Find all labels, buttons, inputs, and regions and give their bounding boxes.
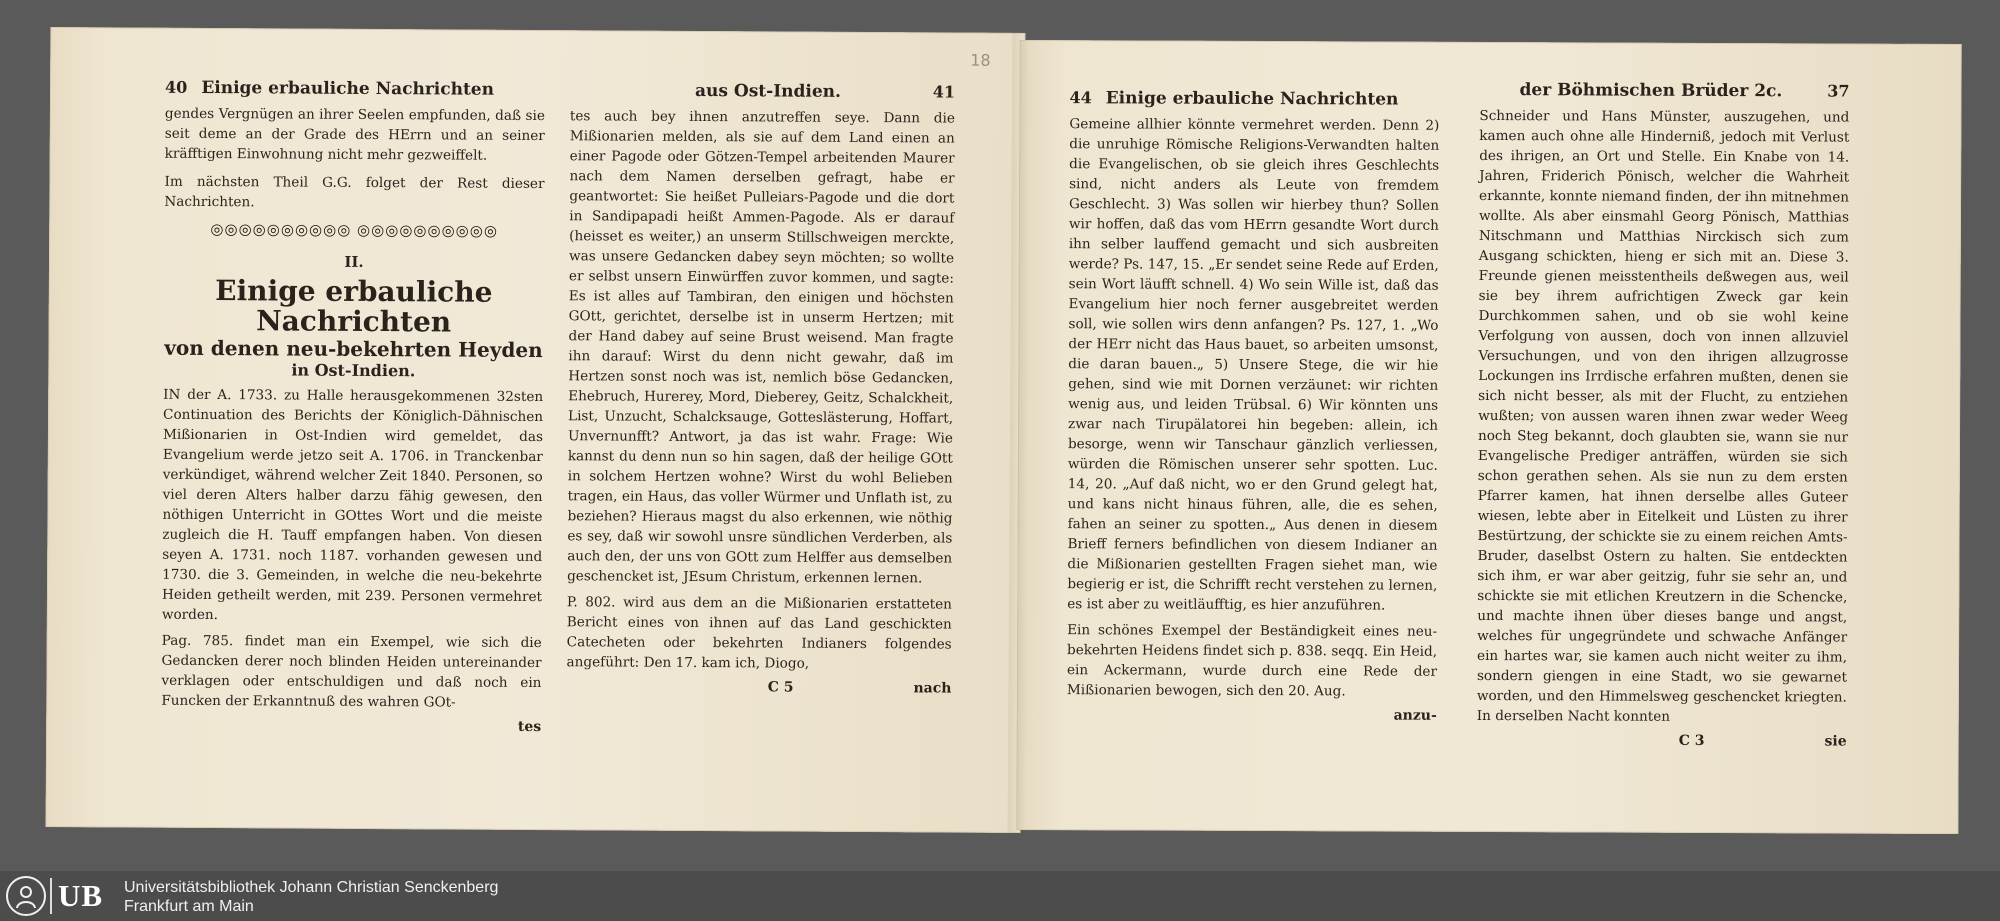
paragraph: Gemeine allhier könnte vermehret werden. Denn 2) die unruhige Römische Religions-Verwandten halten die Evangelischen, ob sie gleich ihres Geschlechts sind, nicht anders als Leute von fremdem Geschlecht. 3) Was sollen wir hierbey thun? Sollen wir hoffen, daß das vom HErrn gesandte Wort durch ihn selber lauffend gemacht und sich ausbreiten werde? Ps. 147, 15. „Er sendet seine Rede auf Erden, sein Wort läufft schnell. 4) Wo sein Wille ist, daß das Evangelium hier noch ferner ausgebreitet werden soll, wie sollen wirs denn anfangen? Ps. 127, 1. „Wo der HErr nicht das Haus bauet, so arbeiten umsonst, die daran bauen.„ 5) Unsere Stege, die wir hie gehen, sind wie mit Dornen verzäunet: wir richten wenig aus, und leiden Trübsal. 6) Wir könnten uns zwar nach Tirupälatorei hin begeben: allein, ich besorge, wenn wir Tanschaur gänzlich verliessen, würden die Römischen unserer sehr spotten. Luc. 14, 20. „Auf daß nicht, wo er den Grund gelegt hat, und kans nicht hinaus führen, alle, die es sehen, fahen an seiner zu spotten.„ Aus denen in diesem Brieff ferners befindlichen von diesem Indianer an die Mißionarien gestellten Fragen siehet man, wie begierig er ist, die Schrifft recht verstehen zu lernen, es ist aber zu weitläufftig, es hier anzuführen. xyxy=(1067,116,1440,614)
running-header xyxy=(1479,80,1849,102)
paragraph: Schneider und Hans Münster, auszugehen, und kamen auch ohne alle Hinderniß, jedoch mit Verlust des ihrigen, an Ort und Stelle. Ein Knabe von 14. Jahren, Friderich Pönisch, welcher die Wahrheit erkannte, konnte niemand finden, der ihn mitnehmen wollte. Als aber einsmahl Georg Pönisch, Matthias Nitschmann und Matthias Nirckisch sich zum Ausgang schickten, hieng er sich mit an. Diese 3. Freunde gienen meisstentheils deßwegen aus, weil sie bey ihrem aufrichtigen Zweck gar kein Durchkommen sahen, und ob sie wohl keine Verfolgung von aussen, doch von innen allzuviel Versuchungen, und von den ihrigen allzugrosse Lockungen ins Irrdische erfahren mußten, denen sie sich nicht besser, als mit der Flucht, zu entziehen wußten; von aussen waren ihnen zwar weder Weeg noch Steg bekannt, doch glaubten sie, wann sie nur Evangelische Prediger anträffen, würden sie sich schon gerathen sehen. Als sie nun zu dem ersten Pfarrer kamen, hat ihnen derselbe alles Guteer wiesen, lebte aber in Eitelkeit und Lüsten zu ihrer Bestürtzung, der schickte sie zu einem reichen Amts-Bruder, daselbst Ostern zu halten. Sie entdeckten sich ihm, er war aber geitzig, fuhr sie sehr an, und schickte sie mit etlichen Kreutzern in die Schencke, und machte ihnen über dieses bange und angst, welches für ungegründete und schwache Anfänger ein hartes war, sie kamen auch nicht weiter zu ihm, sondern giengen in eine Stadt, wo sie gewarnet worden, und den Himmelsweg geschencket kriegten. In derselben Nacht konnten xyxy=(1476,107,1850,725)
section-number: II. xyxy=(344,252,364,271)
page-footer xyxy=(161,717,541,735)
chapter-title: Einige erbauliche Nachrichten xyxy=(215,274,493,339)
library-name xyxy=(124,878,498,916)
running-header xyxy=(570,80,955,102)
signature-mark: C 3 xyxy=(1678,732,1705,749)
page-footer xyxy=(566,678,951,696)
chapter-place: in Ost-Indien. xyxy=(291,360,416,381)
paragraph: IN der A. 1733. zu Halle herausgekommenen 32sten Continuation des Berichts der Königlich-Dähnischen Mißionarien in Ost-Indien wird gemeldet, das Evangelium werde jetzo seit A. 1706. in Tranckenbar verkündiget, während welcher Zeit 1840. Personen, so viel deren Alters halber darzu fähig gewesen, den nöthigen Unterricht in GOttes Wort und die meiste zugleich die H. Tauff empfangen haben. Von diesen seyen A. 1731. noch 1187. vorhanden gewesen und 1730. die 3. Gemeinden, in welche die neu-bekehrte Heiden getheilt werden, mit 239. Personen vermehret worden. xyxy=(161,386,544,624)
page-number: 41 xyxy=(932,82,956,102)
paragraph: Ein schönes Exempel der Beständigkeit eines neu-bekehrten Heidens findet sich p. 838. seqq. Ein Heid, ein Ackermann, wurde durch eine Rede der Mißionarien bewogen, sich den 20. Aug. xyxy=(1066,622,1438,700)
pencil-note: 18 xyxy=(970,50,991,70)
portrait-emblem-icon xyxy=(6,876,46,916)
header-title: Einige erbauliche Nachrichten xyxy=(1105,88,1399,110)
page-41 xyxy=(566,80,955,696)
catchword: tes xyxy=(517,718,542,736)
notice: Im nächsten Theil G.G. folget der Rest dieser Nachrichten. xyxy=(164,173,545,211)
page-text xyxy=(1477,106,1850,728)
page-40 xyxy=(161,78,545,735)
page-37 xyxy=(1477,80,1850,750)
page-number: 40 xyxy=(165,77,188,97)
paragraph: gendes Vergnügen an ihrer Seelen empfunden, daß sie seit deme an der Grade des HErrn und an seiner kräfftigen Einwohnung nicht mehr gezweiffelt. xyxy=(164,105,545,164)
sheet-edge xyxy=(1016,40,1029,830)
right-sheet xyxy=(1016,40,1961,834)
page-text xyxy=(567,106,955,674)
page-text xyxy=(164,104,545,214)
paragraph: P. 802. wird aus dem an die Mißionarien erstatteten Bericht eines von ihnen auf das Land geschickten Catecheten oder bekehrten Indianers folgendes angeführt: Den 17. kam ich, Diogo, xyxy=(566,594,952,672)
catchword: nach xyxy=(913,680,952,697)
page-text xyxy=(1067,114,1440,702)
chapter-subtitle: von denen neu-bekehrten Heyden xyxy=(164,335,543,363)
library-name-line1: Universitätsbibliothek Johann Christian Senckenberg xyxy=(124,879,499,896)
catchword: anzu- xyxy=(1393,707,1437,724)
header-title: der Böhmischen Brüder 2c. xyxy=(1519,80,1783,102)
library-logo[interactable] xyxy=(6,876,103,916)
page-number: 44 xyxy=(1069,88,1092,108)
library-name-line2: Frankfurt am Main xyxy=(124,898,254,915)
signature-mark: C 5 xyxy=(767,679,794,696)
catchword: sie xyxy=(1824,733,1847,750)
ornament-rule: ◎◎◎◎◎◎◎◎◎◎ ◎◎◎◎◎◎◎◎◎◎ xyxy=(210,220,499,240)
header-title: aus Ost-Indien. xyxy=(695,80,842,102)
page-footer xyxy=(1477,732,1847,750)
logo-text: UB xyxy=(50,878,103,914)
left-sheet xyxy=(46,27,1026,833)
library-footer xyxy=(0,871,2000,921)
running-header xyxy=(165,78,545,100)
page-44 xyxy=(1067,88,1440,724)
header-title: Einige erbauliche Nachrichten xyxy=(201,77,495,100)
paragraph: tes auch bey ihnen anzutreffen seye. Dann die Mißionarien melden, als sie auf dem Land einen an einer Pagode oder Götzen-Tempel arbeitenden Maurer nach dem Namen derselben gefragt, habe er geantwortet: Sie heißet Pulleiars-Pagode und die dort in Sandipapadi heißt Ammen-Pagode. Als er darauf (heisset es weiter,) an unserm Stillschweigen merckte, was unsere Gedancken dabey seyn möchten; so wollte er selbst unsern Einwürffen zuvor kommen, und sagte: Es ist alles auf Tambiran, den einigen und höchsten GOtt, gerichtet, derselbe ist in unserm Hertzen; mit der Hand dabey auf seine Brust weisend. Man fragte ihn darauf: Wirst du denn nicht gewahr, daß im Hertzen sonst noch was ist, nemlich böse Gedancken, Ehebruch, Hurerey, Mord, Dieberey, Geitz, Schalckheit, List, Unzucht, Schalcksauge, Gotteslästerung, Hoffart, Unvernunfft? Antwort, ja das ist wahr. Frage: Wie kannst du denn nun so hin sagen, daß der heilige GOtt in solchem Hertzen wohne? Wirst du wohl Belieben tragen, ein Haus, das voller Würmer und Unflath ist, zu beziehen? Hieraus magst du also erkennen, wie nöthig es sey, daß wir sowohl unsre sündlichen Verderben, als auch den, der uns von GOtt zum Helffer aus demselben geschencket ist, JEsum Christum, erkennen lernen. xyxy=(567,108,955,587)
page-number: 37 xyxy=(1827,81,1850,101)
running-header xyxy=(1069,88,1439,110)
page-text-2 xyxy=(161,385,543,713)
paragraph: Pag. 785. findet man ein Exempel, wie sich die Gedancken derer noch blinden Heiden untereinander verklagen oder entschuldigen und daß noch ein Funcken der Erkanntnuß des wahren GOt- xyxy=(161,632,542,711)
page-footer xyxy=(1067,706,1437,724)
